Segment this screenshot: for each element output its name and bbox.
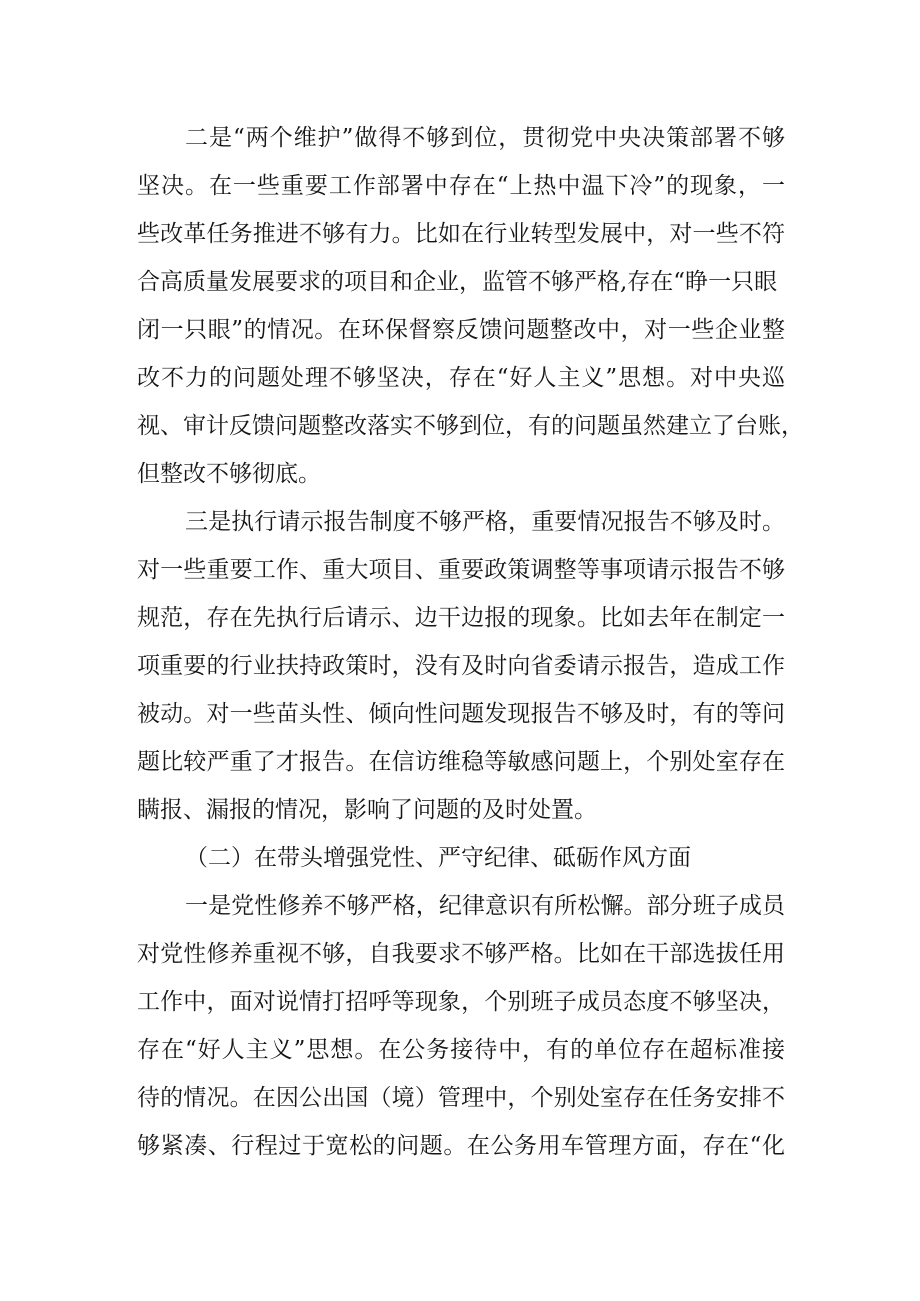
- text-line: 闭一只眼”的情况。在环保督察反馈问题整改中，对一些企业整: [137, 317, 785, 343]
- text-line: 项重要的行业扶持政策时，没有及时向省委请示报告，造成工作: [137, 653, 785, 679]
- text-line: 合高质量发展要求的项目和企业，监管不够严格,存在“睁一只眼: [137, 269, 778, 295]
- text-line: 对一些重要工作、重大项目、重要政策调整等事项请示报告不够: [137, 557, 785, 583]
- text-line: 些改革任务推进不够有力。比如在行业转型发展中，对一些不符: [137, 221, 785, 247]
- text-line: 三是执行请示报告制度不够严格，重要情况报告不够及时。: [185, 509, 785, 535]
- text-line: 被动。对一些苗头性、倾向性问题发现报告不够及时，有的等问: [137, 701, 785, 727]
- text-line: 一是党性修养不够严格，纪律意识有所松懈。部分班子成员: [185, 893, 785, 919]
- text-line: 改不力的问题处理不够坚决，存在“好人主义”思想。对中央巡: [137, 365, 785, 391]
- paragraph-party-spirit: [137, 882, 785, 1170]
- document-body: [137, 114, 804, 1170]
- text-line: 坚决。在一些重要工作部署中存在“上热中温下冷”的现象，一: [137, 173, 785, 199]
- text-line: 题比较严重了才报告。在信访维稳等敏感问题上，个别处室存在: [137, 749, 785, 775]
- text-line: 工作中，面对说情打招呼等现象，个别班子成员态度不够坚决，: [137, 989, 785, 1015]
- text-line: 规范，存在先执行后请示、边干边报的现象。比如去年在制定一: [137, 605, 785, 631]
- text-line: 但整改不够彻底。: [137, 461, 321, 487]
- section-heading-text: （二）在带头增强党性、严守纪律、砥砺作风方面: [185, 845, 691, 871]
- text-line: 存在“好人主义”思想。在公务接待中，有的单位存在超标准接: [137, 1037, 785, 1063]
- text-line: 瞒报、漏报的情况，影响了问题的及时处置。: [137, 797, 597, 823]
- paragraph-reporting-system: [137, 498, 785, 834]
- paragraph-two-maintenance: [137, 114, 804, 498]
- text-line: 对党性修养重视不够，自我要求不够严格。比如在干部选拔任用: [137, 941, 785, 967]
- text-line: 够紧凑、行程过于宽松的问题。在公务用车管理方面，存在“化: [137, 1133, 785, 1159]
- text-line: 二是“两个维护”做得不够到位，贯彻党中央决策部署不够: [185, 125, 785, 151]
- section-heading: [137, 834, 785, 882]
- text-line: 视、审计反馈问题整改落实不够到位，有的问题虽然建立了台账，: [137, 413, 804, 439]
- text-line: 待的情况。在因公出国（境）管理中，个别处室存在任务安排不: [137, 1085, 785, 1111]
